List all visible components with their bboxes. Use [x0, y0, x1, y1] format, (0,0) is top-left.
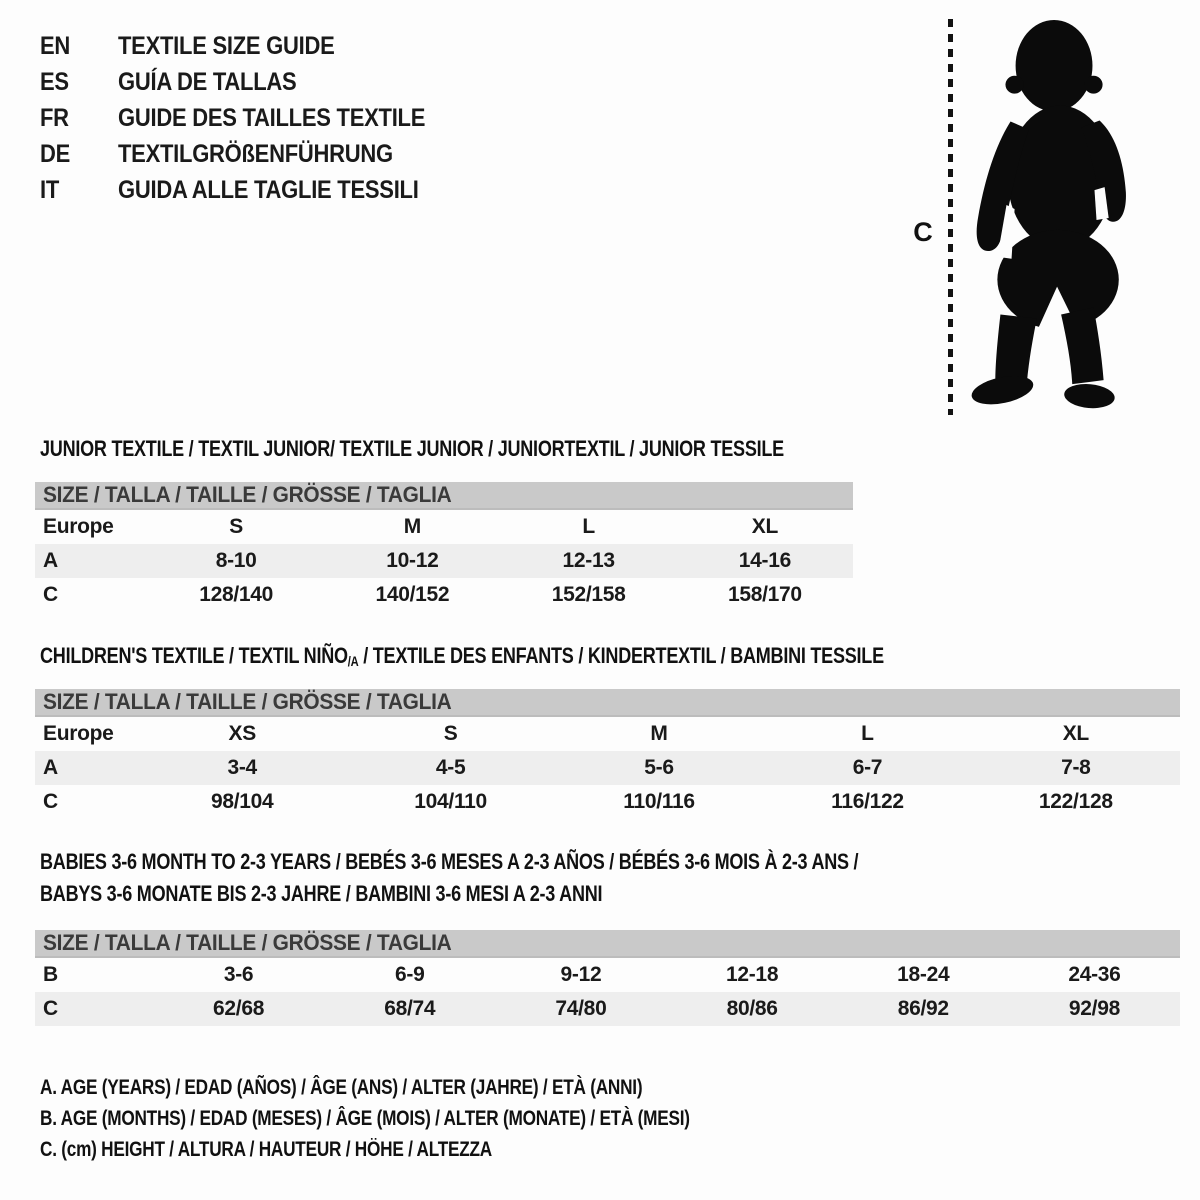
table-cell: 140/152 [375, 583, 450, 606]
table-cell: 122/128 [1038, 790, 1113, 813]
table-cell: 10-12 [386, 549, 439, 572]
table-cell: S [443, 722, 458, 745]
table-cell: 5-6 [644, 756, 674, 779]
heading-text: / TEXTILE DES ENFANTS / KINDERTEXTIL / BAMBINI TESSILE [358, 643, 884, 668]
language-code: EN [40, 31, 71, 60]
table-row [35, 958, 1180, 992]
babies-size-table [35, 930, 1180, 1026]
table-cell: 152/158 [551, 583, 626, 606]
language-label: TEXTILGRÖßENFÜHRUNG [118, 139, 393, 168]
table-cell: 116/122 [831, 790, 904, 813]
table-cell: XL [751, 515, 778, 538]
language-row [40, 172, 467, 208]
table-cell: L [861, 722, 874, 745]
table-row [35, 544, 853, 578]
table-cell: 68/74 [384, 997, 436, 1020]
height-label-c: C [913, 217, 933, 247]
language-code: DE [40, 139, 71, 168]
heading-subscript: /A [347, 654, 359, 669]
table-cell: 24-36 [1068, 963, 1121, 986]
section-title-babies [40, 846, 1038, 910]
table-cell: 74/80 [555, 997, 607, 1020]
table-cell: 104/110 [414, 790, 487, 813]
language-row [40, 28, 467, 64]
table-cell: 3-4 [227, 756, 257, 779]
legend [40, 1072, 832, 1165]
table-cell: 92/98 [1068, 997, 1120, 1020]
size-header-bar: SIZE / TALLA / TAILLE / GRÖSSE / TAGLIA [35, 689, 1180, 717]
row-label-cell: A [43, 549, 58, 572]
table-cell: 6-7 [852, 756, 883, 779]
table-cell: 14-16 [738, 549, 791, 572]
row-label-cell: A [43, 756, 58, 779]
language-row [40, 64, 467, 100]
children-size-table [35, 689, 1180, 819]
legend-line: C. (cm) HEIGHT / ALTURA / HAUTEUR / HÖHE / ALTEZZA [40, 1138, 492, 1161]
table-row [35, 751, 1180, 785]
section-title-junior: JUNIOR TEXTILE / TEXTIL JUNIOR/ TEXTILE JUNIOR / JUNIORTEXTIL / JUNIOR TESSILE [40, 436, 784, 461]
language-code: ES [40, 67, 69, 96]
table-row [35, 578, 853, 612]
language-label: TEXTILE SIZE GUIDE [118, 31, 335, 60]
table-cell: 110/116 [623, 790, 695, 813]
heading-line: BABYS 3-6 MONATE BIS 2-3 JAHRE / BAMBINI 3-6 MESI A 2-3 ANNI [40, 881, 603, 906]
table-cell: 86/92 [897, 997, 949, 1020]
table-cell: 4-5 [435, 756, 466, 779]
row-label-cell: C [43, 790, 58, 813]
row-label-cell: Europe [43, 515, 114, 538]
table-cell: L [582, 515, 595, 538]
table-row [35, 510, 853, 544]
row-label-cell: C [43, 997, 58, 1020]
row-label-cell: C [43, 583, 58, 606]
legend-line: A. AGE (YEARS) / EDAD (AÑOS) / ÂGE (ANS) / ALTER (JAHRE) / ETÀ (ANNI) [40, 1076, 643, 1099]
table-cell: XS [228, 722, 256, 745]
language-label: GUIDE DES TAILLES TEXTILE [118, 103, 426, 132]
table-cell: S [229, 515, 243, 538]
language-row [40, 136, 467, 172]
language-code: IT [40, 175, 60, 204]
language-row [40, 100, 467, 136]
row-label-cell: B [43, 963, 58, 986]
language-code: FR [40, 103, 69, 132]
table-cell: 9-12 [560, 963, 602, 986]
table-cell: XL [1062, 722, 1089, 745]
table-cell: 80/86 [726, 997, 778, 1020]
table-cell: 7-8 [1061, 756, 1091, 779]
section-title-children [40, 643, 1069, 675]
size-header-bar: SIZE / TALLA / TAILLE / GRÖSSE / TAGLIA [35, 930, 1180, 958]
table-cell: 128/140 [199, 583, 274, 606]
table-cell: 6-9 [395, 963, 425, 986]
table-cell: 98/104 [210, 790, 274, 813]
heading-text: CHILDREN'S TEXTILE / TEXTIL NIÑO [40, 643, 348, 668]
junior-size-table [35, 482, 853, 612]
language-label: GUÍA DE TALLAS [118, 67, 297, 96]
table-cell: 18-24 [897, 963, 950, 986]
height-dashed-line [948, 19, 953, 415]
heading-line: BABIES 3-6 MONTH TO 2-3 YEARS / BEBÉS 3-6 MESES A 2-3 AÑOS / BÉBÉS 3-6 MOIS À 2-3 ANS / [40, 849, 859, 874]
table-cell: M [650, 722, 668, 745]
table-row [35, 785, 1180, 819]
table-cell: 12-18 [725, 963, 779, 986]
table-row [35, 992, 1180, 1026]
row-label-cell: Europe [43, 722, 114, 745]
table-row [35, 717, 1180, 751]
legend-line: B. AGE (MONTHS) / EDAD (MESES) / ÂGE (MOIS) / ALTER (MONATE) / ETÀ (MESI) [40, 1107, 690, 1130]
table-cell: M [403, 515, 421, 538]
table-cell: 158/170 [727, 583, 802, 606]
language-label: GUIDA ALLE TAGLIE TESSILI [118, 175, 419, 204]
table-cell: 12-13 [562, 549, 615, 572]
language-title-list [40, 28, 467, 208]
baby-silhouette [964, 18, 1138, 416]
table-cell: 62/68 [213, 997, 265, 1020]
table-cell: 3-6 [223, 963, 254, 986]
size-header-bar: SIZE / TALLA / TAILLE / GRÖSSE / TAGLIA [35, 482, 853, 510]
table-cell: 8-10 [215, 549, 257, 572]
